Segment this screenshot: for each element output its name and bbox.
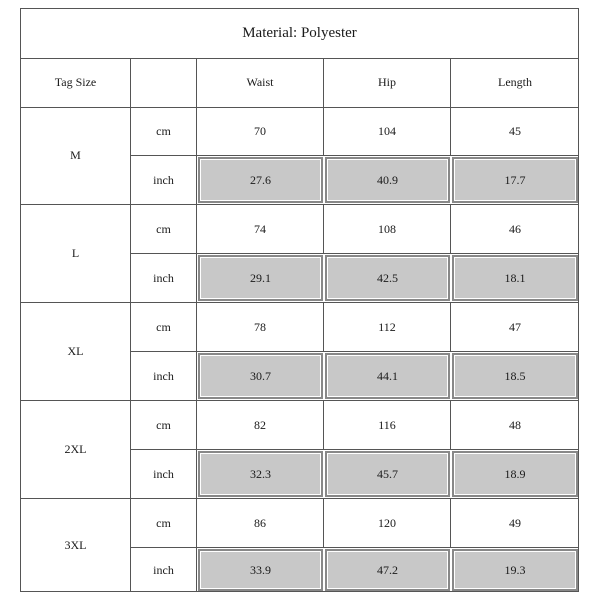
unit-cell: inch — [131, 352, 197, 400]
table-row-cm — [131, 205, 579, 254]
hip-value: 44.1 — [325, 353, 450, 399]
length-value: 49 — [509, 515, 521, 530]
size-chart-table — [20, 8, 579, 592]
size-label: 2XL — [21, 401, 131, 498]
table-row-cm — [131, 303, 579, 352]
waist-value: 74 — [197, 205, 324, 253]
waist-value: 32.3 — [198, 451, 323, 497]
length-value: 45 — [509, 123, 521, 138]
length-value: 47 — [509, 319, 521, 334]
unit-cell: inch — [131, 548, 197, 592]
unit-cell: cm — [131, 107, 197, 155]
length-value: 46 — [509, 221, 521, 236]
unit-cell: cm — [131, 303, 197, 351]
table-row-cm — [131, 401, 579, 450]
size-block-3xl — [21, 499, 578, 597]
size-label: L — [21, 205, 131, 302]
length-value: 18.9 — [452, 451, 578, 497]
length-value: 18.1 — [452, 255, 578, 301]
size-block-2xl — [21, 401, 578, 499]
header-length: Length — [498, 75, 532, 89]
waist-value: 29.1 — [198, 255, 323, 301]
table-row-inch — [131, 548, 579, 592]
table-row-inch — [131, 254, 579, 302]
size-label: 3XL — [21, 499, 131, 592]
table-row-inch — [131, 352, 579, 400]
waist-value: 27.6 — [198, 157, 323, 203]
header-row — [21, 58, 578, 108]
size-label: XL — [21, 303, 131, 400]
hip-value: 116 — [324, 401, 451, 449]
hip-value: 104 — [324, 107, 451, 155]
unit-cell: inch — [131, 254, 197, 302]
size-block-xl — [21, 303, 578, 401]
hip-value: 47.2 — [325, 549, 450, 591]
length-value: 19.3 — [452, 549, 578, 591]
hip-value: 40.9 — [325, 157, 450, 203]
hip-value: 120 — [324, 499, 451, 547]
table-row-inch — [131, 156, 579, 204]
waist-value: 30.7 — [198, 353, 323, 399]
header-hip: Hip — [324, 58, 451, 107]
table-row-cm — [131, 499, 579, 548]
unit-cell: cm — [131, 499, 197, 547]
header-tag-size: Tag Size — [21, 58, 131, 107]
header-unit — [131, 58, 197, 107]
unit-cell: inch — [131, 450, 197, 498]
unit-cell: cm — [131, 205, 197, 253]
hip-value: 42.5 — [325, 255, 450, 301]
length-value: 17.7 — [452, 157, 578, 203]
waist-value: 78 — [197, 303, 324, 351]
unit-cell: cm — [131, 401, 197, 449]
size-label: M — [21, 107, 131, 204]
unit-cell: inch — [131, 156, 197, 204]
waist-value: 86 — [197, 499, 324, 547]
waist-value: 33.9 — [198, 549, 323, 591]
hip-value: 108 — [324, 205, 451, 253]
size-block-m — [21, 107, 578, 205]
hip-value: 45.7 — [325, 451, 450, 497]
header-waist: Waist — [197, 58, 324, 107]
table-row-cm — [131, 107, 579, 156]
waist-value: 70 — [197, 107, 324, 155]
table-title: Material: Polyester — [21, 9, 578, 59]
waist-value: 82 — [197, 401, 324, 449]
size-block-l — [21, 205, 578, 303]
hip-value: 112 — [324, 303, 451, 351]
table-row-inch — [131, 450, 579, 498]
length-value: 48 — [509, 417, 521, 432]
length-value: 18.5 — [452, 353, 578, 399]
